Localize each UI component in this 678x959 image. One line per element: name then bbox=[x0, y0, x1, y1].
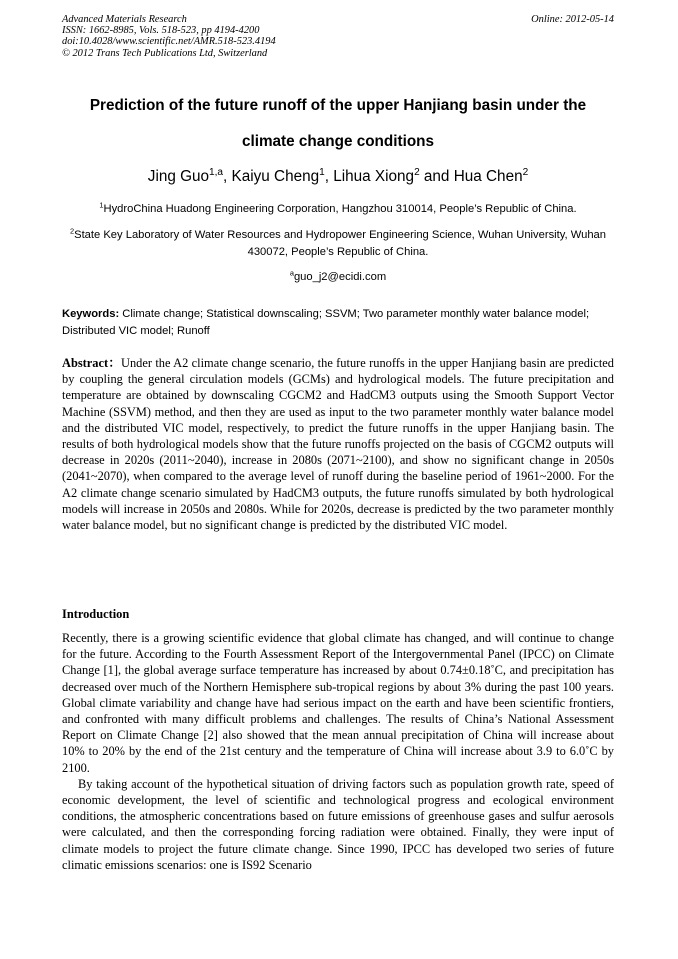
doi-line: doi:10.4028/www.scientific.net/AMR.518-523.4194 bbox=[62, 36, 276, 48]
affiliation-text: HydroChina Huadong Engineering Corporation, Hangzhou 310014, People’s Republic of China. bbox=[103, 203, 577, 215]
online-date: Online: 2012-05-14 bbox=[531, 14, 614, 25]
affiliation-mark: 1 bbox=[99, 200, 104, 210]
author-affil-mark: 2 bbox=[414, 166, 420, 178]
author-list bbox=[62, 168, 614, 186]
abstract-block bbox=[62, 355, 614, 533]
issn-line: ISSN: 1662-8985, Vols. 518-523, pp 4194-4200 bbox=[62, 25, 260, 37]
title-line-2: climate change conditions bbox=[241, 133, 435, 150]
author-separator: , bbox=[324, 168, 334, 185]
email-text: guo_j2@ecidi.com bbox=[293, 271, 387, 283]
author-separator: and bbox=[419, 168, 454, 185]
author-name: Hua Chen bbox=[453, 168, 523, 185]
affiliation-text: State Key Laboratory of Water Resources and Hydropower Engineering Science, Wuhan University, Wuhan 430072, People’s Republic of China. bbox=[74, 229, 606, 258]
paragraph: By taking account of the hypothetical situation of driving factors such as population growth rate, speed of economic development, the level of scientific and technological progress and ecological environment conditions, the atmospheric concentrations based on future emissions of greenhouse gases and sulfur aerosols were calculated, and then the corresponding forcing radiation were obtained. Finally, they were input of climate models to project the future climate change. Since 1990, IPCC has developed two series of future climatic emissions scenarios: one is IS92 Scenario bbox=[62, 776, 614, 872]
paper-title bbox=[62, 88, 614, 160]
journal-name: Advanced Materials Research bbox=[62, 14, 187, 25]
author-separator: , bbox=[223, 168, 232, 185]
introduction-body bbox=[62, 630, 614, 873]
affiliation-mark: 2 bbox=[70, 226, 75, 236]
paragraph: Recently, there is a growing scientific evidence that global climate has changed, and will continue to change for the future. According to the Fourth Assessment Report of the Intergovernmental Panel (IPCC) on Climate Change [1], the global average surface temperature has increased by about 0.74±0.18˚C, and precipitation has decreased over much of the Northern Hemisphere sub-tropical regions by about 3% during the past 100 years. Global climate variability and change have had serious impact on the earth and have been scientific frontiers, and confronted with many difficult problems and challenges. The results of China’s National Assessment Report on Climate Change [2] also showed that the mean annual precipitation of China will increase about 10% to 20% by the end of the 21st century and the temperature of China will increase about 3.9 to 6.0˚C by 2100. bbox=[62, 631, 614, 775]
abstract-text: Under the A2 climate change scenario, the future runoffs in the upper Hanjiang basin are predicted by coupling the general circulation models (GCMs) and hydrological models. The future precipitation and temperature are obtained by downscaling CGCM2 and HadCM3 outputs using the Smooth Support Vector Machine (SSVM) method, and then they are used as input to the two parameter monthly water balance model and the distributed VIC model, respectively, to predict the future runoffs in the upper Hanjiang basin. The results of both hydrological models show that the future runoffs projected on the basis of CGCM2 outputs will decrease in 2020s (2011~2040), increase in 2080s (2071~2100), and show no significant change in 2050s (2041~2070), when compared to the average level of runoff during the baseline period of 1961~2000. For the A2 climate change scenario simulated by HadCM3 outputs, the future runoffs simulated by both hydrological models will increase in 2050s and 2080s. While for 2020s, decrease is predicted by the two parameter monthly water balance model, but no significant change is predicted by the distributed VIC model. bbox=[62, 356, 614, 533]
author-name: Kaiyu Cheng bbox=[231, 168, 320, 185]
email-mark: a bbox=[289, 268, 294, 278]
copyright-line: © 2012 Trans Tech Publications Ltd, Switzerland bbox=[62, 47, 268, 59]
keywords-text: Climate change; Statistical downscaling; SSVM; Two parameter monthly water balance model; Distributed VIC model; Runoff bbox=[62, 308, 590, 337]
corresponding-email bbox=[62, 269, 614, 286]
abstract-label: Abstract： bbox=[62, 356, 122, 370]
section-heading-introduction: Introduction bbox=[62, 607, 130, 621]
affiliation-1 bbox=[62, 201, 614, 218]
author-affil-mark: 1,a bbox=[209, 166, 224, 178]
author-affil-mark: 1 bbox=[319, 166, 325, 178]
keywords-label: Keywords: bbox=[62, 308, 120, 320]
title-line-1: Prediction of the future runoff of the upper Hanjiang basin under the bbox=[89, 97, 587, 114]
author-name: Jing Guo bbox=[147, 168, 210, 185]
author-name: Lihua Xiong bbox=[333, 168, 415, 185]
running-header bbox=[62, 14, 614, 59]
affiliation-2 bbox=[62, 227, 614, 261]
keywords-block bbox=[62, 306, 614, 340]
author-affil-mark: 2 bbox=[522, 166, 529, 178]
